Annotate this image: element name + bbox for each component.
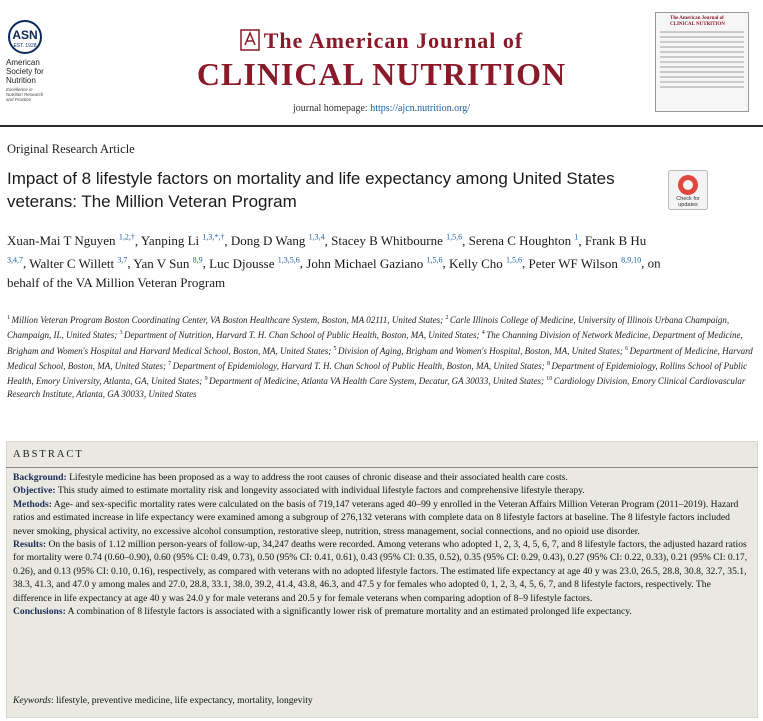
asn-badge-text: ASN bbox=[12, 28, 38, 42]
author-affiliation-ref[interactable]: 8,9 bbox=[192, 255, 203, 265]
cover-text-line bbox=[660, 46, 744, 48]
asn-name-line: Society for bbox=[6, 67, 44, 76]
affiliation-number: 10 bbox=[546, 376, 554, 383]
affiliation-text: Department of Medicine, Atlanta VA Health Care System, Decatur, GA 30033, United States; bbox=[209, 376, 547, 387]
affiliation-number: 2 bbox=[445, 315, 450, 321]
author[interactable]: Walter C Willett $^{3,7}$ bbox=[29, 255, 128, 271]
author[interactable]: Stacey B Whitbourne $^{1,5,6}$ bbox=[331, 233, 463, 249]
cover-text-line bbox=[660, 61, 744, 63]
author-affiliation-ref[interactable]: 1,5,6 bbox=[446, 233, 463, 242]
abstract-section-text: A combination of 8 lifestyle factors is associated with a significantly lower risk of premature mortality and an estimated prolonged life expectancy. bbox=[65, 606, 632, 618]
author-affiliation-ref[interactable]: 1,2,† bbox=[118, 233, 135, 242]
affiliation-text: Million Veteran Program Boston Coordinating Center, VA Boston Healthcare System, Boston, MA 02111, United States; bbox=[11, 315, 446, 325]
author[interactable]: Kelly Cho $^{1,5,6}$ bbox=[448, 255, 523, 271]
cover-title bbox=[656, 13, 748, 28]
affiliation-number: 7 bbox=[168, 360, 173, 367]
cover-text-line bbox=[660, 41, 744, 43]
author[interactable]: Yan V Sun $^{8,9}$ bbox=[133, 255, 203, 271]
affiliation-text: Department of Medicine, Harvard Medical School, Boston, MA, United States; bbox=[7, 345, 753, 371]
asn-tag-line: and Practice bbox=[6, 97, 32, 102]
author-affiliation-ref[interactable]: 1,5,6 bbox=[506, 255, 523, 265]
author[interactable]: Peter WF Wilson $^{8,9,10}$ bbox=[528, 255, 642, 271]
author[interactable]: Frank B Hu $^{3,4,7}$ bbox=[7, 233, 647, 265]
affiliation-number: 1 bbox=[7, 315, 12, 321]
abstract-section-label: Objective: bbox=[13, 485, 56, 497]
affiliation-text: Department of Epidemiology, Harvard T. H. Chan School of Public Health, Boston, MA, United States; bbox=[172, 360, 547, 371]
homepage-link[interactable]: https://ajcn.nutrition.org/ bbox=[370, 103, 470, 114]
journal-title-line1 bbox=[0, 28, 763, 54]
journal-header bbox=[0, 0, 763, 127]
asn-name-line: American bbox=[6, 58, 40, 67]
abstract-section-label: Results: bbox=[13, 539, 47, 551]
journal-seal-icon bbox=[240, 29, 260, 51]
cover-text-line bbox=[660, 86, 744, 88]
check-updates-line: Check for bbox=[676, 196, 700, 202]
keywords bbox=[13, 695, 313, 706]
journal-title-line2: CLINICAL NUTRITION bbox=[196, 56, 567, 92]
affiliation-number: 9 bbox=[204, 376, 210, 383]
affiliation-text: Carle Illinois College of Medicine, University of Illinois Urbana Champaign, Champaign, IL, United States; bbox=[7, 315, 730, 341]
author-affiliation-ref[interactable]: 3,7 bbox=[117, 255, 128, 265]
article-type: Original Research Article bbox=[7, 142, 135, 156]
author-affiliation-ref[interactable]: 1,3,*,† bbox=[202, 233, 225, 242]
abstract-section-text: On the basis of 1.12 million person-years of follow-up, 34,247 deaths were recorded. Among veterans who adopted 1, 2, 3, 4, 5, 6, 7, and 8 lifestyle factors, the adjusted hazard ratios for mortality were 0.74 (0.60–0.90), 0.60 (95% CI: 0.49, 0.73), 0.50 (95% CI: 0.41, 0.61), 0.43 (95% CI: 0.35, 0.52), 0.35 (95% CI: 0.29, 0.43), 0.27 (95% CI: 0.22, 0.33), 0.21 (95% CI: 0.17, 0.26), and 0.13 (95% CI: 0.10, 0.16), respectively, as compared with veterans with no adopted lifestyle factors. The estimated life expectancy at age 40 y was 23.0, 26.5, 28.8, 30.8, 32.7, 35.1, 38.3, 41.3, and 47.0 y among males and 27.0, 28.8, 33.1, 38.0, 39.2, 41.4, 43.8, 46.3, and 47.5 y for females who adopted 0, 1, 2, 3, 4, 5, 6, 7, and 8 lifestyle factors, respectively. The difference in life expectancy at age 40 y was 24.0 y for male veterans and 20.5 y for female veterans when comparing adoption of 8–9 lifestyle factors. bbox=[13, 539, 748, 604]
check-updates-line: updates bbox=[678, 202, 698, 208]
cover-title-line: CLINICAL NUTRITION bbox=[670, 22, 725, 27]
author-suffix: , on behalf of the VA Million Veteran Program bbox=[7, 255, 661, 290]
author-affiliation-ref[interactable]: 1,5,6 bbox=[426, 255, 443, 265]
keywords-label: Keywords bbox=[13, 695, 52, 706]
abstract-section bbox=[13, 538, 749, 605]
abstract-section-label: Methods: bbox=[13, 498, 52, 510]
author[interactable]: Yanping Li $^{1,3,*,\dagger}$ bbox=[140, 233, 225, 249]
check-for-updates-button[interactable] bbox=[668, 170, 708, 210]
cover-text-line bbox=[660, 76, 744, 78]
asn-name-line: Nutrition bbox=[6, 76, 36, 85]
affiliation-number: 5 bbox=[333, 345, 338, 352]
abstract-section bbox=[13, 605, 749, 618]
cover-text-line bbox=[660, 56, 744, 58]
cover-text-line bbox=[660, 31, 744, 33]
cover-text-line bbox=[660, 51, 744, 53]
abstract-section-text: Age- and sex-specific mortality rates were calculated on the basis of 719,147 veterans aged 40–99 y enrolled in the Veteran Affairs Million Veteran Program (2011–2019). Hazard ratios and estimated increase in life expectancy were examined among a subgroup of 276,132 veterans with complete data on 8 lifestyle factors at baseline. The 8 lifestyle factors included never smoking, physical activity, no excessive alcohol consumption, restorative sleep, nutrition, stress management, social connections, and no opioid use disorder. bbox=[13, 498, 739, 537]
header-divider bbox=[0, 125, 763, 127]
abstract-section bbox=[13, 498, 749, 538]
cover-text-line bbox=[660, 66, 744, 68]
author[interactable]: Serena C Houghton $^1$ bbox=[468, 233, 579, 249]
abstract-divider bbox=[6, 467, 758, 468]
affiliations bbox=[7, 312, 757, 402]
author-affiliation-ref[interactable]: 1,3,4 bbox=[308, 233, 325, 242]
keywords-text: : lifestyle, preventive medicine, life expectancy, mortality, longevity bbox=[51, 695, 313, 706]
author[interactable]: Xuan-Mai T Nguyen $^{1,2,\dagger}$ bbox=[7, 233, 135, 249]
check-updates-text bbox=[669, 196, 707, 208]
cover-title-line: The American Journal of bbox=[670, 16, 724, 21]
author[interactable]: John Michael Gaziano $^{1,5,6}$ bbox=[306, 255, 443, 271]
abstract-section bbox=[13, 484, 749, 497]
asn-tag-line: Nutrition Research bbox=[6, 92, 44, 97]
journal-homepage bbox=[0, 103, 763, 114]
author[interactable]: Dong D Wang $^{1,3,4}$ bbox=[230, 233, 325, 249]
affiliation-number: 6 bbox=[625, 345, 630, 352]
abstract-section-text: Lifestyle medicine has been proposed as a way to address the root causes of chronic disease and their associated health care costs. bbox=[66, 472, 568, 483]
affiliation-number: 4 bbox=[481, 330, 487, 337]
author[interactable]: Luc Djousse $^{1,3,5,6}$ bbox=[209, 255, 300, 271]
cover-text-line bbox=[660, 81, 744, 83]
affiliation-text: The Channing Division of Network Medicine, Department of Medicine, Brigham and Women's Hospital and Harvard Medical School, Boston, MA, United States; bbox=[7, 330, 743, 356]
cover-text-line bbox=[660, 36, 744, 38]
author-list: Xuan-Mai T Nguyen $^{1,2,\dagger}$, Yanping Li $^{1,3,*,\dagger}$, Dong D Wang $^{1,3,4}$, Stacey B Whitbourne $^{1,5,6}$, Serena C Houghton $^1$, Frank B Hu $^{3,4,7}$, Walter C Willett $^{3,7}$, Yan V Sun $^{8,9}$, Luc Djousse $^{1,3,5,6}$, John Michael Gaziano $^{1,5,6}$, Kelly Cho $^{1,5,6}$, Peter WF Wilson $^{8,9,10}$, on behalf of the VA Million Veteran Program bbox=[7, 233, 661, 290]
affiliation-text: Cardiology Division, Emory Clinical Cardiovascular Research Institute, Atlanta, GA 30033, United States bbox=[7, 376, 746, 400]
asn-tag-line: Excellence in bbox=[6, 87, 33, 92]
affiliation-text: Division of Aging, Brigham and Women's Hospital, Boston, MA, United States; bbox=[337, 345, 626, 356]
homepage-label: journal homepage: bbox=[292, 103, 371, 114]
author-affiliation-ref[interactable]: 1,3,5,6 bbox=[277, 255, 300, 265]
abstract-heading: ABSTRACT bbox=[13, 449, 84, 460]
abstract-section-label: Conclusions: bbox=[13, 606, 66, 618]
article-title: Impact of 8 lifestyle factors on mortality and life expectancy among United States veterans: The Million Veteran Program bbox=[7, 169, 615, 211]
asn-badge-est: EST. 1928 bbox=[13, 43, 37, 49]
abstract-section bbox=[13, 471, 749, 484]
check-updates-icon bbox=[678, 175, 698, 195]
cover-text-line bbox=[660, 71, 744, 73]
author-affiliation-ref[interactable]: 8,9,10 bbox=[621, 255, 642, 265]
affiliation-text: Department of Nutrition, Harvard T. H. Chan School of Public Health, Boston, MA, United States; bbox=[124, 330, 482, 341]
journal-title bbox=[0, 28, 763, 93]
journal-cover-thumbnail[interactable] bbox=[655, 12, 749, 112]
affiliation-number: 3 bbox=[119, 330, 124, 337]
author-affiliation-ref[interactable]: 3,4,7 bbox=[7, 255, 23, 265]
abstract-body bbox=[13, 471, 749, 618]
journal-title-text-1: The American Journal of bbox=[263, 28, 524, 53]
author-affiliation-ref[interactable]: 1 bbox=[574, 233, 579, 242]
abstract-section-label: Background: bbox=[13, 472, 67, 483]
affiliation-number: 8 bbox=[546, 360, 552, 367]
affiliation-text: Department of Epidemiology, Rollins School of Public Health, Emory University, Atlanta, GA, United States; bbox=[7, 360, 748, 387]
abstract-section-text: This study aimed to estimate mortality risk and longevity associated with individual lifestyle factors and comprehensive lifestyle therapy. bbox=[55, 485, 585, 497]
